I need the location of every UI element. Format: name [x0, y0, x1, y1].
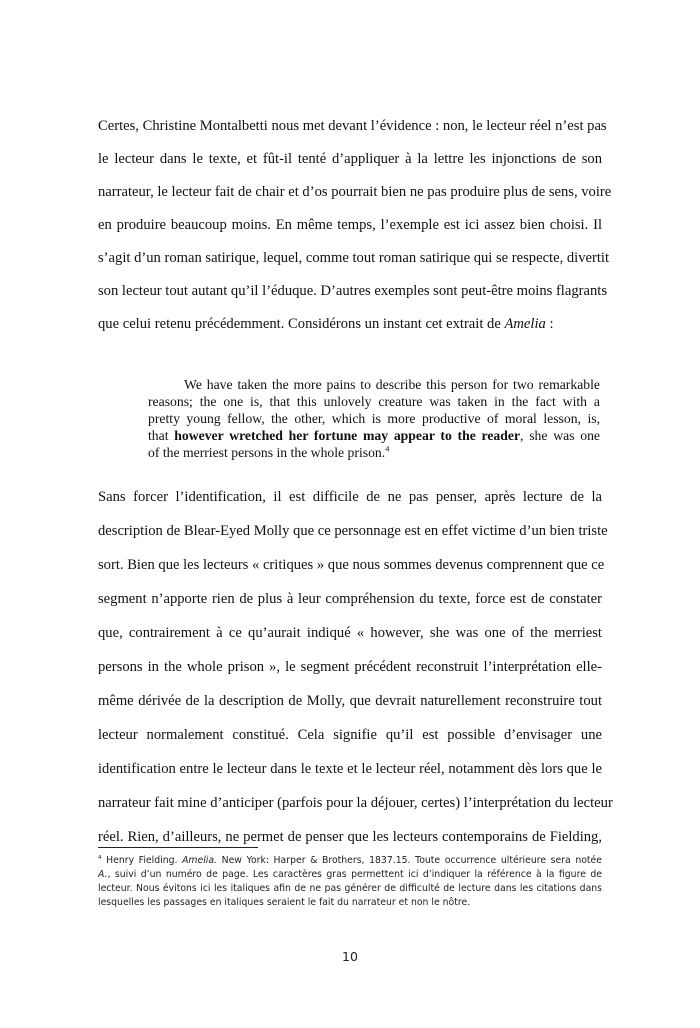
quote-line — [148, 427, 600, 444]
body-line: s’agit d’un roman satirique, lequel, comme tout roman satirique qui se respecte, divertit — [98, 250, 610, 266]
text-run: that — [148, 428, 175, 443]
body-line: son lecteur tout autant qu’il l’éduque. D’autres exemples sont peut-être moins flagrants — [98, 283, 608, 299]
text-run: : — [545, 316, 554, 332]
body-line: réel. Rien, d’ailleurs, ne permet de penser que les lecteurs contemporains de Fielding, — [98, 829, 602, 845]
quote-line: reasons; the one is, that this unlovely creature was taken in the fact with a — [148, 394, 600, 409]
footnote-line — [98, 854, 602, 868]
quote-line: pretty young fellow, the other, which is more productive of moral lesson, is, — [148, 411, 600, 426]
body-line: même dérivée de la description de Molly, que devrait naturellement reconstruire tout — [98, 693, 602, 709]
footnote-reference[interactable]: 4 — [385, 444, 390, 454]
body-line: description de Blear-Eyed Molly que ce personnage est en effet victime d’un bien triste — [98, 523, 608, 539]
text-run: , suivi d’un numéro de page. Les caractères gras permettent ici d’indiquer la référence à la figure de — [107, 869, 602, 880]
book-title: Amelia — [504, 316, 546, 332]
footnote-line — [98, 868, 602, 882]
quote-line: We have taken the more pains to describe this person for two remarkable — [184, 377, 600, 392]
book-title: Amelia. — [182, 855, 218, 866]
bold-emphasis: however wretched her fortune may appear to the reader — [174, 428, 521, 443]
footnote-line: lecteur. Nous évitons ici les italiques afin de ne pas générer de difficulté de lecture dans les citations dans — [98, 883, 602, 894]
body-line: persons in the whole prison », le segment précédent reconstruit l’interprétation elle- — [98, 659, 602, 675]
text-run: New York: Harper & Brothers, 1837.15. Toute occurrence ultérieure sera notée — [217, 855, 602, 866]
body-line: sort. Bien que les lecteurs « critiques » que nous sommes devenus comprennent que ce — [98, 557, 605, 573]
quote-line — [148, 444, 600, 461]
body-line: narrateur fait mine d’anticiper (parfois pour la déjouer, certes) l’interprétation du lecteur — [98, 795, 613, 811]
body-line: narrateur, le lecteur fait de chair et d’os pourrait bien ne pas produire plus de sens, voire — [98, 184, 612, 200]
body-line: identification entre le lecteur dans le texte et le lecteur réel, notamment dès lors que le — [98, 761, 602, 777]
body-line: lecteur normalement constitué. Cela signifie qu’il est possible d’envisager une — [98, 727, 602, 743]
text-run: of the merriest persons in the whole prison. — [148, 445, 386, 460]
footnote-line: lesquelles les passages en italiques seraient le fait du narrateur et non le nôtre. — [98, 897, 471, 908]
body-line: que, contrairement à ce qu’aurait indiqué « however, she was one of the merriest — [98, 625, 602, 641]
body-line: le lecteur dans le texte, et fût-il tenté d’appliquer à la lettre les injonctions de son — [98, 151, 602, 167]
page-number: 10 — [342, 949, 358, 964]
body-line: Certes, Christine Montalbetti nous met devant l’évidence : non, le lecteur réel n’est pas — [98, 118, 607, 134]
text-run: , she was one — [520, 428, 601, 443]
body-line: Sans forcer l’identification, il est difficile de ne pas penser, après lecture de la — [98, 489, 602, 505]
body-line: en produire beaucoup moins. En même temps, l’exemple est ici assez bien choisi. Il — [98, 217, 602, 233]
body-line: segment n’apporte rien de plus à leur compréhension du texte, force est de constater — [98, 591, 602, 607]
text-run: que celui retenu précédemment. Considérons un instant cet extrait de — [98, 316, 505, 332]
text-run: Henry Fielding. — [101, 855, 183, 866]
footnote-number: 4 — [98, 854, 102, 861]
body-line — [98, 314, 602, 334]
footnote-separator — [98, 847, 258, 848]
abbreviation: A. — [98, 869, 108, 880]
